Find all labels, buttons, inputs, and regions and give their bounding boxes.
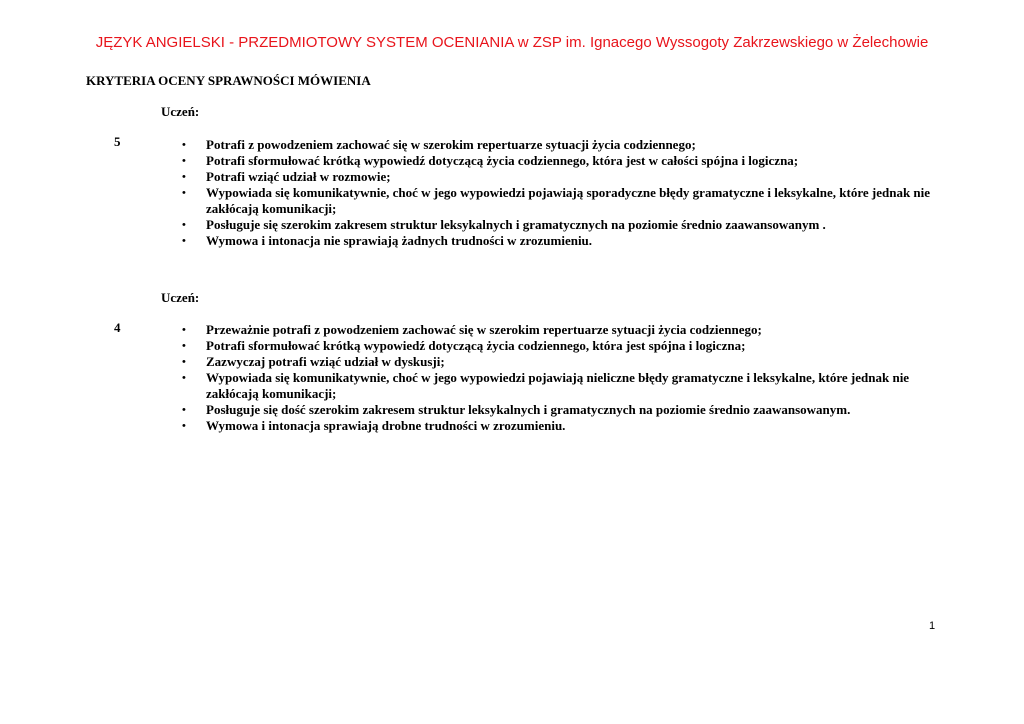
- bullet-icon: •: [182, 155, 186, 167]
- bullet-icon: •: [182, 219, 186, 231]
- criteria-text: Potrafi wziąć udział w rozmowie;: [206, 169, 391, 184]
- criteria-text: Potrafi sformułować krótką wypowiedź dotyczącą życia codziennego, która jest spójna i logiczna;: [206, 338, 746, 353]
- criteria-text: Wymowa i intonacja sprawiają drobne trudności w zrozumieniu.: [206, 418, 566, 433]
- list-item: [180, 137, 960, 153]
- bullet-icon: •: [182, 404, 186, 416]
- criteria-text: Posługuje się szerokim zakresem struktur leksykalnych i gramatycznych na poziomie średnio zaawansowanym .: [206, 217, 826, 232]
- list-item: [180, 370, 960, 402]
- grade-number-4: 4: [114, 320, 121, 335]
- page-number: 1: [929, 620, 936, 632]
- student-label-grade-5: Uczeń:: [161, 104, 200, 119]
- criteria-text: Wypowiada się komunikatywnie, choć w jego wypowiedzi pojawiają nieliczne błędy gramatyczne i leksykalne, które jednak nie zakłócają komunikacji;: [206, 370, 910, 401]
- section-heading: KRYTERIA OCENY SPRAWNOŚCI MÓWIENIA: [86, 73, 371, 88]
- criteria-list-grade-4: [180, 322, 960, 434]
- bullet-icon: •: [182, 235, 186, 247]
- bullet-icon: •: [182, 372, 186, 384]
- bullet-icon: •: [182, 356, 186, 368]
- criteria-text: Potrafi z powodzeniem zachować się w szerokim repertuarze sytuacji życia codziennego;: [206, 137, 696, 152]
- list-item: [180, 338, 960, 354]
- bullet-icon: •: [182, 171, 186, 183]
- criteria-text: Wymowa i intonacja nie sprawiają żadnych trudności w zrozumieniu.: [206, 233, 593, 248]
- list-item: [180, 185, 960, 217]
- list-item: [180, 322, 960, 338]
- list-item: [180, 354, 960, 370]
- bullet-icon: •: [182, 420, 186, 432]
- criteria-text: Potrafi sformułować krótką wypowiedź dotyczącą życia codziennego, która jest w całości spójna i logiczna;: [206, 153, 799, 168]
- bullet-icon: •: [182, 340, 186, 352]
- grade-number-5: 5: [114, 134, 121, 149]
- bullet-icon: •: [182, 324, 186, 336]
- criteria-list-grade-5: [180, 137, 960, 249]
- student-label-grade-4: Uczeń:: [161, 290, 200, 305]
- bullet-icon: •: [182, 139, 186, 151]
- bullet-icon: •: [182, 187, 186, 199]
- list-item: [180, 418, 960, 434]
- list-item: [180, 169, 960, 185]
- list-item: [180, 402, 960, 418]
- criteria-text: Zazwyczaj potrafi wziąć udział w dyskusji;: [206, 354, 445, 369]
- list-item: [180, 153, 960, 169]
- page-title: JĘZYK ANGIELSKI - PRZEDMIOTOWY SYSTEM OCENIANIA w ZSP im. Ignacego Wyssogoty Zakrzewskiego w Żelechowie: [95, 34, 929, 51]
- criteria-text: Posługuje się dość szerokim zakresem struktur leksykalnych i gramatycznych na poziomie średnio zaawansowanym.: [206, 402, 851, 417]
- list-item: [180, 217, 960, 233]
- criteria-text: Wypowiada się komunikatywnie, choć w jego wypowiedzi pojawiają sporadyczne błędy gramatyczne i leksykalne, które jednak nie zakłócają komunikacji;: [206, 185, 931, 216]
- list-item: [180, 233, 960, 249]
- criteria-text: Przeważnie potrafi z powodzeniem zachować się w szerokim repertuarze sytuacji życia codziennego;: [206, 322, 762, 337]
